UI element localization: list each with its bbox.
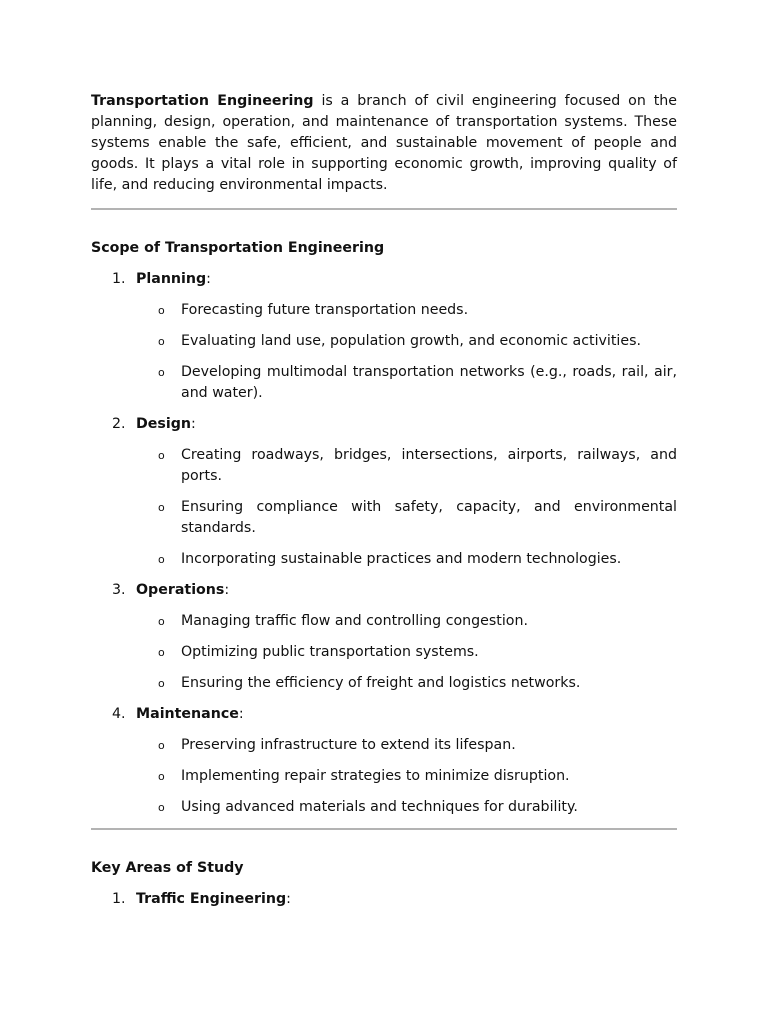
sub-list-item [136,331,677,352]
scope-item-maintenance [91,704,677,818]
item-colon: : [206,271,211,287]
sub-list-item [136,611,677,632]
sub-item-text: Forecasting future transportation needs. [181,302,469,318]
item-title: Planning [136,271,207,287]
sub-list-item [136,766,677,787]
sub-list-item [136,549,677,570]
sub-list [136,445,677,570]
bullet-icon: o [158,770,165,783]
bullet-icon: o [158,739,165,752]
sub-item-text: Managing traffic flow and controlling congestion. [181,613,528,629]
sub-list-item [136,797,677,818]
sub-list-item [136,735,677,756]
sub-item-text: Using advanced materials and techniques for durability. [181,799,578,815]
bullet-icon: o [158,449,165,462]
sub-item-text: Ensuring the efficiency of freight and logistics networks. [181,675,581,691]
sub-list-item [136,300,677,321]
item-title: Design [136,416,191,432]
item-colon: : [286,891,291,907]
bullet-icon: o [158,615,165,628]
sub-list-item [136,362,677,404]
list-number: 1. [112,271,126,287]
scope-item-design [91,414,677,570]
bullet-icon: o [158,646,165,659]
sub-item-text: Optimizing public transportation systems. [181,644,479,660]
bullet-icon: o [158,677,165,690]
item-title: Operations [136,582,225,598]
sub-item-text: Evaluating land use, population growth, and economic activities. [181,333,641,349]
bullet-icon: o [158,304,165,317]
item-title: Maintenance [136,706,239,722]
scope-heading: Scope of Transportation Engineering [91,240,385,256]
scope-item-planning [91,269,677,404]
sub-list [136,735,677,818]
key-areas-heading: Key Areas of Study [91,860,244,876]
scope-item-operations [91,580,677,694]
list-number: 4. [112,706,126,722]
list-number: 3. [112,582,126,598]
sub-list-item [136,497,677,539]
document-content [91,91,677,920]
key-area-item-traffic-engineering [91,889,677,910]
section-divider [91,828,677,830]
key-areas-list [91,889,677,910]
bullet-icon: o [158,335,165,348]
bullet-icon: o [158,801,165,814]
item-colon: : [238,706,244,722]
sub-list-item [136,673,677,694]
intro-term: Transportation Engineering [91,93,314,109]
bullet-icon: o [158,366,165,379]
item-title: Traffic Engineering [136,891,287,907]
bullet-icon: o [158,553,165,566]
sub-list [136,611,677,694]
intro-paragraph [91,91,677,196]
sub-item-text: Developing multimodal transportation networks (e.g., roads, rail, air, and water). [181,364,677,401]
sub-item-text: Incorporating sustainable practices and modern technologies. [181,551,622,567]
sub-item-text: Implementing repair strategies to minimize disruption. [181,768,570,784]
section-divider [91,208,677,210]
sub-list-item [136,642,677,663]
list-number: 1. [112,891,126,907]
bullet-icon: o [158,501,165,514]
sub-list-item [136,445,677,487]
sub-item-text: Creating roadways, bridges, intersections, airports, railways, and ports. [181,447,677,484]
item-colon: : [224,582,230,598]
scope-list [91,269,677,818]
sub-list [136,300,677,404]
sub-item-text: Ensuring compliance with safety, capacity, and environmental standards. [181,499,677,536]
item-colon: : [190,416,196,432]
intro-text: is a branch of civil engineering focused on the planning, design, operation, and maintenance of transportation systems. These systems enable the safe, efficient, and sustainable movement of people and goods. It plays a vital role in supporting economic growth, improving quality of life, and reducing environmental impacts. [91,93,677,193]
list-number: 2. [112,416,126,432]
sub-item-text: Preserving infrastructure to extend its lifespan. [181,737,516,753]
